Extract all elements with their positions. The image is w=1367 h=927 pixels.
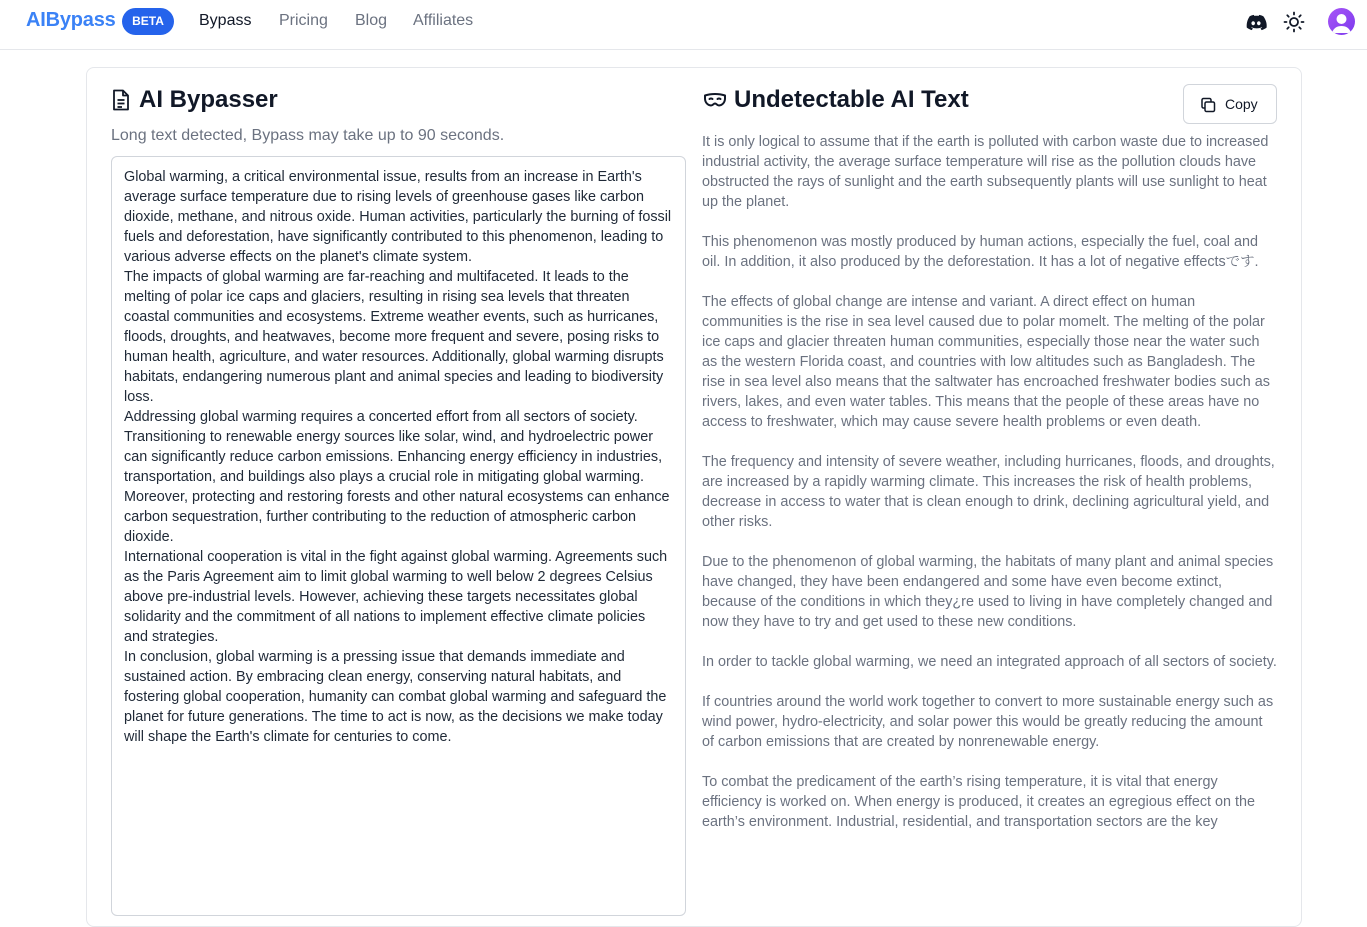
output-paragraph: It is only logical to assume that if the earth is polluted with carbon waste due to increased industrial activity, the average surface temperature will rise as the pollution clouds have obstructed the rays of sunlight and the earth subsequently plants will use sunlight to heat up the planet. xyxy=(702,134,1269,210)
nav-bypass[interactable]: Bypass xyxy=(199,12,252,29)
input-textarea[interactable] xyxy=(111,156,686,916)
document-icon xyxy=(111,89,133,111)
discord-icon[interactable] xyxy=(1244,10,1268,34)
avatar[interactable] xyxy=(1328,8,1355,35)
output-paragraph: If countries around the world work together to convert to more sustainable energy such as wind power, hydro-electricity, and solar power this would be greatly reducing the amount of carbon emissions that are created by nonrenewable energy. xyxy=(702,694,1274,750)
output-paragraph: Due to the phenomenon of global warming, the habitats of many plant and animal species have changed, they have been endangered and some have even become extinct, because of the conditions in which they¿re used to living in have completely changed and now they have to try and get used to these new conditions. xyxy=(702,554,1274,630)
copy-label: Copy xyxy=(1225,96,1258,112)
output-paragraph: To combat the predicament of the earth’s rising temperature, it is vital that energy efficiency is worked on. When energy is produced, it creates an egregious effect on the earth’s environment. Industrial, residential, and transportation sectors are the key xyxy=(702,774,1256,830)
output-paragraph: The frequency and intensity of severe weather, including hurricanes, floods, and droughts, are increased by a rapidly warming climate. This increases the risk of health problems, decrease in access to water that is clean enough to drink, declining agricultural yield, and other risks. xyxy=(702,454,1275,530)
right-panel-title: Undetectable AI Text xyxy=(734,86,969,113)
output-text xyxy=(702,132,1277,852)
mask-icon xyxy=(703,89,725,111)
sun-icon[interactable] xyxy=(1282,10,1306,34)
left-panel-title: AI Bypasser xyxy=(139,86,278,113)
nav-blog[interactable]: Blog xyxy=(355,12,388,29)
top-navigation-bar xyxy=(0,0,1367,50)
input-text[interactable]: Global warming, a critical environmental issue, results from an increase in Earth's average surface temperature due to rising levels of greenhouse gases like carbon dioxide, methane, and nitrous oxide. Human activities, particularly the burning of fossil fuels and deforestation, have significantly contributed to this phenomenon, leading to various adverse effects on the planet's climate system. The impacts of global warming are far-reaching and multifaceted. It leads to the melting of polar ice caps and glaciers, resulting in rising sea levels that threaten coastal communities and ecosystems. Extreme weather events, such as hurricanes, floods, droughts, and heatwaves, become more frequent and severe, posing risks to human health, agriculture, and water resources. Additionally, global warming disrupts habitats, endangering numerous plant and animal species and leading to biodiversity loss. Addressing global warming requires a concerted effort from all sectors of society. Transitioning to renewable energy sources like solar, wind, and hydroelectric power can significantly reduce carbon emissions. Enhancing energy efficiency in industries, transportation, and buildings also plays a crucial role in mitigating global warming. Moreover, protecting and restoring forests and other natural ecosystems can enhance carbon sequestration, further contributing to the reduction of atmospheric carbon dioxide. International cooperation is vital in the fight against global warming. Agreements such as the Paris Agreement aim to limit global warming to well below 2 degrees Celsius above pre-industrial levels. However, achieving these targets necessitates global solidarity and the commitment of all nations to implement effective climate policies and strategies. In conclusion, global warming is a pressing issue that demands immediate and sustained action. By embracing clean energy, conserving natural habitats, and fostering global cooperation, humanity can combat global warming and safeguard the planet for future generations. The time to act is now, as the decisions we make today will shape the Earth's climate for centuries to come. xyxy=(124,169,672,745)
output-paragraph: The effects of global change are intense and variant. A direct effect on human communities is the rise in sea level caused due to polar momelt. The melting of the polar ice caps and glacier threaten human communities, especially those near the water such as the western Florida coast, and countries with low altitudes such as Bangladesh. The rise in sea level also means that the saltwater has encroached freshwater bodies such as rivers, lakes, and even water tables. This means that the people of these areas have no access to freshwater, which may cause severe health problems or even death. xyxy=(702,294,1270,430)
output-paragraph: This phenomenon was mostly produced by human actions, especially the fuel, coal and oil. In addition, it also produced by the deforestation. It has a lot of negative effectsです. xyxy=(702,234,1259,270)
copy-icon xyxy=(1200,97,1216,113)
nav-affiliates[interactable]: Affiliates xyxy=(413,12,474,29)
nav-pricing[interactable]: Pricing xyxy=(279,12,328,29)
beta-badge: BETA xyxy=(122,8,174,35)
copy-button[interactable] xyxy=(1183,84,1277,124)
long-text-notice: Long text detected, Bypass may take up to 90 seconds. xyxy=(111,127,505,144)
brand-logo[interactable]: AIBypass xyxy=(26,9,116,31)
output-paragraph: In order to tackle global warming, we need an integrated approach of all sectors of society. xyxy=(702,654,1277,670)
